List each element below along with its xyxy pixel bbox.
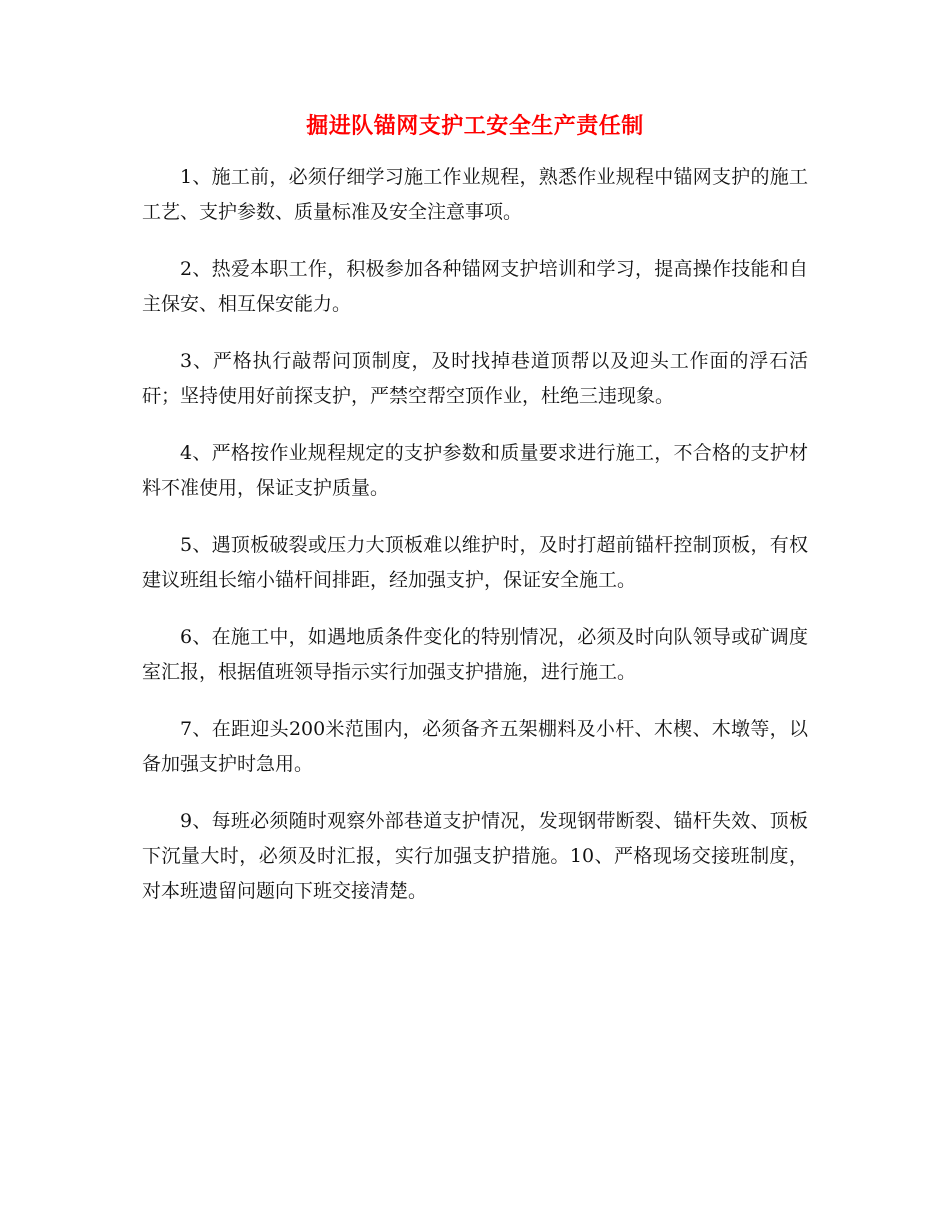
paragraph-3: 3、严格执行敲帮问顶制度，及时找掉巷道顶帮以及迎头工作面的浮石活矸；坚持使用好前探支护，严禁空帮空顶作业，杜绝三违现象。 <box>142 350 808 407</box>
document-title: 掘进队锚网支护工安全生产责任制 <box>306 113 644 139</box>
paragraph-7: 7、在距迎头200米范围内，必须备齐五架棚料及小杆、木楔、木墩等，以备加强支护时急用。 <box>142 718 808 775</box>
paragraph-1: 1、施工前，必须仔细学习施工作业规程，熟悉作业规程中锚网支护的施工工艺、支护参数、质量标准及安全注意事项。 <box>142 166 808 223</box>
paragraph-2: 2、热爱本职工作，积极参加各种锚网支护培训和学习，提高操作技能和自主保安、相互保安能力。 <box>142 258 808 315</box>
paragraph-9: 9、每班必须随时观察外部巷道支护情况，发现钢带断裂、锚杆失效、顶板下沉量大时，必须及时汇报，实行加强支护措施。10、严格现场交接班制度，对本班遗留问题向下班交接清楚。 <box>142 810 808 902</box>
paragraph-5: 5、遇顶板破裂或压力大顶板难以维护时，及时打超前锚杆控制顶板，有权建议班组长缩小锚杆间排距，经加强支护，保证安全施工。 <box>142 534 808 591</box>
paragraph-4: 4、严格按作业规程规定的支护参数和质量要求进行施工，不合格的支护材料不准使用，保证支护质量。 <box>142 442 808 499</box>
document-body <box>142 160 808 931</box>
paragraph-6: 6、在施工中，如遇地质条件变化的特别情况，必须及时向队领导或矿调度室汇报，根据值班领导指示实行加强支护措施，进行施工。 <box>142 626 808 683</box>
